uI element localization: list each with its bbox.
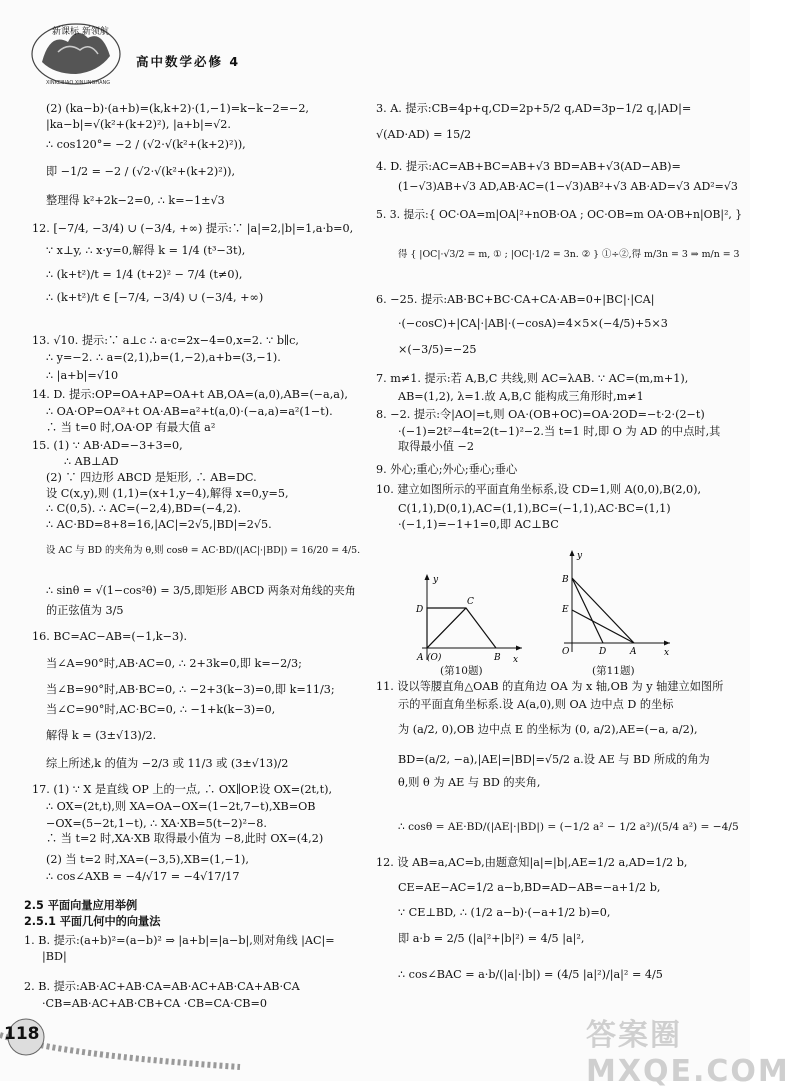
fig11-label-b: B: [562, 575, 569, 585]
right-line-20: 为 (a/2, 0),OB 边中点 E 的坐标为 (0, a/2),AE=(−a, a/2),: [398, 723, 698, 736]
left-line-28: 解得 k = (3±√13)/2.: [46, 729, 157, 742]
page-number: 118: [4, 1024, 40, 1044]
left-line-27: 当∠C=90°时,AC·BC=0, ∴ −1+k(k−3)=0,: [46, 703, 276, 716]
left-line-21: 设 AC 与 BD 的夹角为 θ,则 cosθ = AC·BD/(|AC|·|BD|) = 16/20 = 4/5.: [46, 545, 361, 556]
left-line-24: 16. BC=AC−AB=(−1,k−3).: [32, 630, 188, 643]
right-line-7: ·(−cosC)+|CA|·|AB|·(−cosA)=4×5×(−4/5)+5×3: [398, 317, 668, 330]
fig11-label-o: O: [562, 647, 570, 657]
right-line-17: ·(−1,1)=−1+1=0,即 AC⊥BC: [398, 518, 559, 531]
left-line-38: 1. B. 提示:(a+b)²=(a−b)² ⇒ |a+b|=|a−b|,则对角线 |AC|=: [24, 934, 335, 947]
right-line-3: (1−√3)AB+√3 AD,AB·AC=(1−√3)AB²+√3 AB·AD=√3 AD²=√3: [398, 180, 738, 193]
left-line-16: ∴ AB⊥AD: [64, 455, 119, 468]
left-line-31: ∴ OX=(2t,t),则 XA=OA−OX=(1−2t,7−t),XB=OB: [46, 800, 316, 813]
left-line-18: 设 C(x,y),则 (1,1)=(x+1,y−4),解得 x=0,y=5,: [46, 487, 289, 500]
left-line-35: ∴ cos∠AXB = −4/√17 = −4√17/17: [46, 870, 240, 883]
left-line-13: ∴ OA·OP=OA²+t OA·AB=a²+t(a,0)·(−a,a)=a²(1−t).: [46, 405, 333, 418]
right-line-15: 10. 建立如图所示的平面直角坐标系,设 CD=1,则 A(0,0),B(2,0),: [376, 483, 702, 496]
left-line-10: ∴ y=−2. ∴ a=(2,1),b=(1,−2),a+b=(3,−1).: [46, 351, 281, 364]
left-line-20: ∴ AC·BD=8+8=16,|AC|=2√5,|BD|=2√5.: [46, 518, 272, 531]
left-line-15: 15. (1) ∵ AB·AD=−3+3=0,: [32, 439, 183, 452]
right-line-25: CE=AE−AC=1/2 a−b,BD=AD−AB=−a+1/2 b,: [398, 881, 661, 894]
left-line-34: (2) 当 t=2 时,XA=(−3,5),XB=(1,−1),: [46, 853, 249, 866]
right-line-24: 12. 设 AB=a,AC=b,由题意知|a|=|b|,AE=1/2 a,AD=1/2 b,: [376, 856, 688, 869]
right-line-11: 8. −2. 提示:令|AO|=t,则 OA·(OB+OC)=OA·2OD=−t·2·(2−t): [376, 408, 705, 421]
right-line-8: ×(−3/5)=−25: [398, 343, 477, 356]
book-title: 高中数学必修 4: [136, 54, 241, 69]
book-logo: [28, 12, 124, 92]
fig11-label-y: y: [577, 551, 583, 561]
watermark: [586, 1010, 790, 1089]
figure-11-caption: (第11题): [592, 665, 635, 677]
figure-10: [410, 570, 525, 670]
right-line-10: AB=(1,2), λ=1.故 A,B,C 能构成三角形时,m≠1: [398, 390, 644, 403]
left-line-32: −OX=(5−2t,1−t), ∴ XA·XB=5(t−2)²−8.: [46, 817, 267, 830]
left-line-29: 综上所述,k 的值为 −2/3 或 11/3 或 (3±√13)/2: [46, 757, 289, 770]
right-line-21: BD=(a/2, −a),|AE|=|BD|=√5/2 a.设 AE 与 BD 所成的角为: [398, 753, 710, 766]
logo-text-top: 新课标 新领航: [52, 27, 109, 37]
right-line-27: 即 a·b = 2/5 (|a|²+|b|²) = 4/5 |a|²,: [398, 932, 585, 945]
right-line-1: √(AD·AD) = 15/2: [376, 128, 472, 141]
left-line-5: 12. [−7/4, −3/4) ∪ (−3/4, +∞) 提示:∵ |a|=2,|b|=1,a·b=0,: [32, 222, 354, 235]
fig11-label-d: D: [599, 647, 607, 657]
left-line-17: (2) ∵ 四边形 ABCD 是矩形, ∴ AB=DC.: [46, 471, 257, 484]
left-line-37: 2.5.1 平面几何中的向量法: [24, 915, 161, 928]
fig10-label-d: D: [416, 605, 424, 615]
left-line-36: 2.5 平面向量应用举例: [24, 899, 138, 912]
left-line-22: ∴ sinθ = √(1−cos²θ) = 3/5,即矩形 ABCD 两条对角线的夹角: [46, 584, 356, 597]
right-line-6: 6. −25. 提示:AB·BC+BC·CA+CA·AB=0+|BC|·|CA|: [376, 293, 655, 306]
right-line-0: 3. A. 提示:CB=4p+q,CD=2p+5/2 q,AD=3p−1/2 q,|AD|=: [376, 102, 692, 115]
left-line-33: ∴ 当 t=2 时,XA·XB 取得最小值为 −8,此时 OX=(4,2): [46, 832, 324, 845]
right-line-26: ∵ CE⊥BD, ∴ (1/2 a−b)·(−a+1/2 b)=0,: [398, 906, 611, 919]
left-line-12: 14. D. 提示:OP=OA+AP=OA+t AB,OA=(a,0),AB=(−a,a),: [32, 388, 348, 401]
right-line-12: ·(−1)=2t²−4t=2(t−1)²−2.当 t=1 时,即 O 为 AD 的中点时,其: [398, 425, 721, 438]
right-line-4: 5. 3. 提示:{ OC·OA=m|OA|²+nOB·OA ; OC·OB=m OA·OB+n|OB|², }: [376, 208, 743, 221]
left-line-1: |ka−b|=√(k²+(k+2)²), |a+b|=√2.: [46, 118, 231, 131]
fig10-label-o: (O): [427, 653, 442, 663]
right-line-18: 11. 设以等腰直角△OAB 的直角边 OA 为 x 轴,OB 为 y 轴建立如图所: [376, 680, 724, 693]
fig10-label-x: x: [513, 655, 519, 665]
left-line-9: 13. √10. 提示:∵ a⊥c ∴ a·c=2x−4=0,x=2. ∵ b∥c,: [32, 334, 299, 347]
fig10-label-b: B: [494, 653, 501, 663]
fig10-label-c: C: [467, 597, 474, 607]
left-line-19: ∴ C(0,5). ∴ AC=(−2,4),BD=(−4,2).: [46, 502, 242, 515]
left-line-23: 的正弦值为 3/5: [46, 604, 124, 617]
left-line-2: ∴ cos120°= −2 / (√2·√(k²+(k+2)²)),: [46, 138, 246, 151]
logo-text-ring: XINKEBIAO XINLINGHANG: [46, 80, 111, 86]
left-line-40: 2. B. 提示:AB·AC+AB·CA=AB·AC+AB·CA+AB·CA: [24, 980, 300, 993]
fig10-label-y: y: [433, 575, 439, 585]
left-line-41: ·CB=AB·AC+AB·CB+CA ·CB=CA·CB=0: [42, 997, 267, 1010]
left-line-25: 当∠A=90°时,AB·AC=0, ∴ 2+3k=0,即 k=−2/3;: [46, 657, 302, 670]
left-line-8: ∴ (k+t²)/t ∈ [−7/4, −3/4) ∪ (−3/4, +∞): [46, 291, 264, 304]
right-line-13: 取得最小值 −2: [398, 440, 474, 453]
fig11-label-e: E: [562, 605, 569, 615]
right-line-22: θ,则 θ 为 AE 与 BD 的夹角,: [398, 776, 541, 789]
fig11-label-x: x: [664, 648, 670, 658]
right-line-5: 得 { |OC|·√3/2 = m, ① ; |OC|·1/2 = 3n. ② } ①÷②,得 m/3n = 3 ⇒ m/n = 3: [398, 249, 740, 260]
fig11-label-a: A: [630, 647, 637, 657]
left-line-30: 17. (1) ∵ X 是直线 OP 上的一点, ∴ OX∥OP.设 OX=(2t,t),: [32, 783, 333, 796]
left-line-11: ∴ |a+b|=√10: [46, 369, 119, 382]
left-line-14: ∴ 当 t=0 时,OA·OP 有最大值 a²: [46, 421, 216, 434]
right-line-23: ∴ cosθ = AE·BD/(|AE|·|BD|) = (−1/2 a² − 1/2 a²)/(5/4 a²) = −4/5: [398, 821, 739, 833]
left-line-26: 当∠B=90°时,AB·BC=0, ∴ −2+3(k−3)=0,即 k=11/3;: [46, 683, 335, 696]
left-line-39: |BD|: [42, 950, 67, 963]
left-line-7: ∴ (k+t²)/t = 1/4 (t+2)² − 7/4 (t≠0),: [46, 268, 243, 281]
right-line-28: ∴ cos∠BAC = a·b/(|a|·|b|) = (4/5 |a|²)/|a|² = 4/5: [398, 968, 663, 981]
watermark-text: 答案圈 MXQE.COM: [586, 1018, 790, 1089]
fig10-label-a: A: [417, 653, 424, 663]
right-line-19: 示的平面直角坐标系.设 A(a,0),则 OA 边中点 D 的坐标: [398, 698, 674, 711]
right-line-9: 7. m≠1. 提示:若 A,B,C 共线,则 AC=λAB. ∵ AC=(m,m+1),: [376, 372, 689, 385]
left-line-0: (2) (ka−b)·(a+b)=(k,k+2)·(1,−1)=k−k−2=−2,: [46, 102, 309, 115]
left-line-3: 即 −1/2 = −2 / (√2·√(k²+(k+2)²)),: [46, 165, 236, 178]
figure-11: [556, 548, 676, 660]
right-line-16: C(1,1),D(0,1),AC=(1,1),BC=(−1,1),AC·BC=(1,1): [398, 502, 671, 515]
right-line-2: 4. D. 提示:AC=AB+BC=AB+√3 BD=AB+√3(AD−AB)=: [376, 160, 681, 173]
figure-10-caption: (第10题): [440, 665, 483, 677]
right-line-14: 9. 外心;重心;外心;垂心;垂心: [376, 463, 518, 476]
left-line-4: 整理得 k²+2k−2=0, ∴ k=−1±√3: [46, 194, 225, 207]
left-line-6: ∵ x⊥y, ∴ x·y=0,解得 k = 1/4 (t³−3t),: [46, 244, 246, 257]
